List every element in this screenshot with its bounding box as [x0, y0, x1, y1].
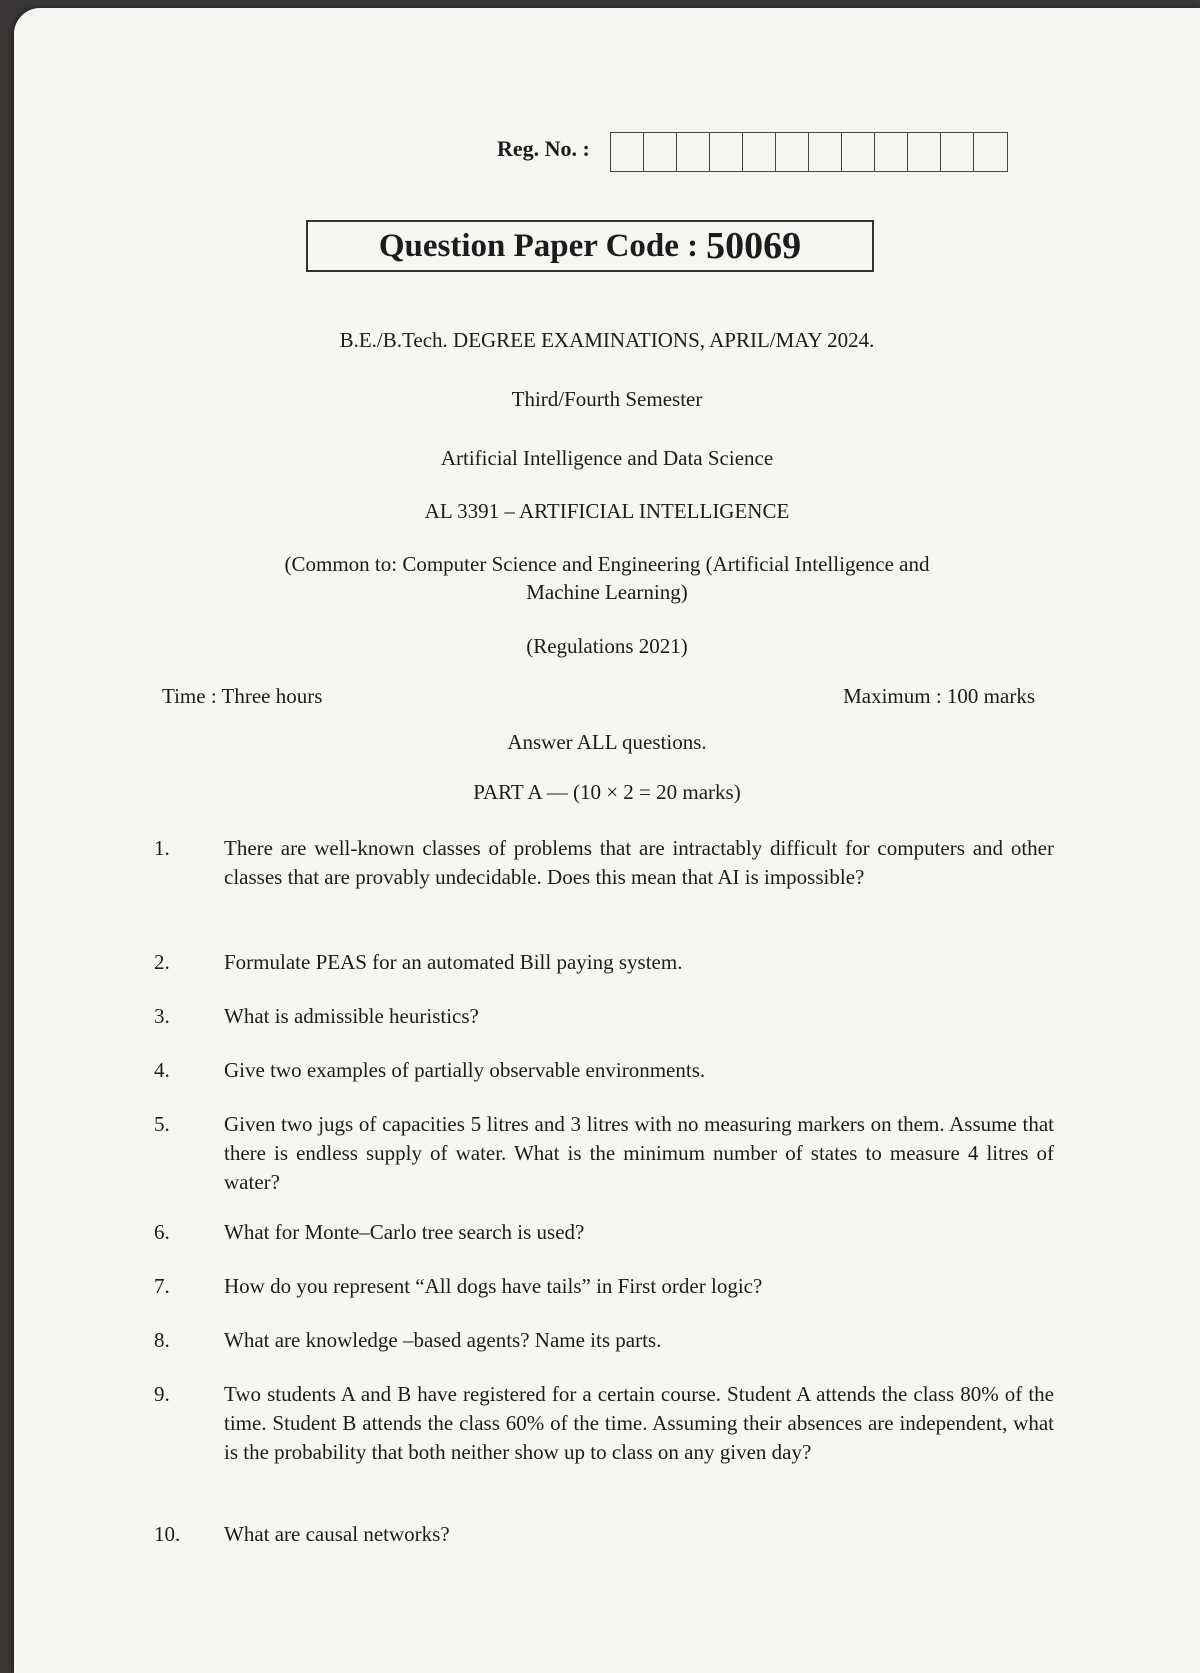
reg-no-box — [974, 133, 1007, 171]
question-item — [154, 1002, 1054, 1031]
question-text: Given two jugs of capacities 5 litres and 3 litres with no measuring markers on them. Assume that there is endless supply of water. What is the minimum number of states to measure 4 litres of water? — [224, 1112, 1054, 1194]
question-text: What are causal networks? — [224, 1522, 450, 1546]
reg-no-box — [644, 133, 677, 171]
question-text: What is admissible heuristics? — [224, 1004, 479, 1028]
question-item — [154, 1380, 1054, 1467]
reg-no-box — [875, 133, 908, 171]
question-number: 3. — [154, 1004, 170, 1028]
question-text: Formulate PEAS for an automated Bill paying system. — [224, 950, 683, 974]
question-paper-code: 50069 — [706, 225, 802, 267]
regulations: (Regulations 2021) — [526, 634, 688, 658]
maximum-marks: Maximum : 100 marks — [843, 684, 1035, 708]
exam-title: B.E./B.Tech. DEGREE EXAMINATIONS, APRIL/MAY 2024. — [339, 328, 875, 352]
question-text: What are knowledge –based agents? Name its parts. — [224, 1328, 662, 1352]
common-to-line-1: (Common to: Computer Science and Engineering (Artificial Intelligence and — [284, 552, 930, 576]
reg-no-box — [776, 133, 809, 171]
reg-no-box — [710, 133, 743, 171]
question-text: Give two examples of partially observable environments. — [224, 1058, 706, 1082]
question-item — [154, 1272, 1054, 1301]
question-number: 5. — [154, 1112, 170, 1136]
reg-no-box — [842, 133, 875, 171]
question-number: 4. — [154, 1058, 170, 1082]
question-text: Two students A and B have registered for a certain course. Student A attends the class 80% of the time. Student B attends the class 60% of the time. Assuming their absences are independent, what is the probability that both neither show up to class on any given day? — [224, 1382, 1054, 1464]
reg-no-box — [941, 133, 974, 171]
department: Artificial Intelligence and Data Science — [440, 446, 774, 470]
course-title: AL 3391 – ARTIFICIAL INTELLIGENCE — [424, 499, 790, 523]
question-number: 10. — [154, 1522, 181, 1546]
question-number: 8. — [154, 1328, 170, 1352]
question-item — [154, 1218, 1054, 1247]
question-item — [154, 1056, 1054, 1085]
question-number: 7. — [154, 1274, 170, 1298]
question-item — [154, 1326, 1054, 1355]
reg-no-boxes — [610, 132, 1008, 172]
reg-no-box — [677, 133, 710, 171]
question-paper — [14, 8, 1200, 1673]
question-text: What for Monte–Carlo tree search is used? — [224, 1220, 585, 1244]
question-paper-code-box — [306, 220, 874, 272]
semester: Third/Fourth Semester — [511, 387, 703, 411]
instruction: Answer ALL questions. — [507, 730, 707, 754]
question-item — [154, 1110, 1054, 1197]
question-paper-code-label: Question Paper Code : — [378, 227, 699, 264]
common-to-line-2: Machine Learning) — [526, 580, 688, 604]
question-number: 6. — [154, 1220, 170, 1244]
reg-no-label: Reg. No. : — [497, 136, 590, 161]
reg-no-box — [908, 133, 941, 171]
reg-no-box — [809, 133, 842, 171]
reg-no-box — [611, 133, 644, 171]
question-item — [154, 948, 1054, 977]
reg-no-box — [743, 133, 776, 171]
question-number: 2. — [154, 950, 170, 974]
question-item — [154, 1520, 1054, 1549]
question-item — [154, 834, 1054, 892]
time-allowed: Time : Three hours — [162, 684, 323, 708]
part-heading: PART A — (10 × 2 = 20 marks) — [473, 780, 741, 804]
question-text: How do you represent “All dogs have tails” in First order logic? — [224, 1274, 763, 1298]
question-number: 1. — [154, 836, 170, 860]
question-text: There are well-known classes of problems that are intractably difficult for computers and other classes that are provably undecidable. Does this mean that AI is impossible? — [224, 836, 1054, 889]
question-number: 9. — [154, 1382, 170, 1406]
